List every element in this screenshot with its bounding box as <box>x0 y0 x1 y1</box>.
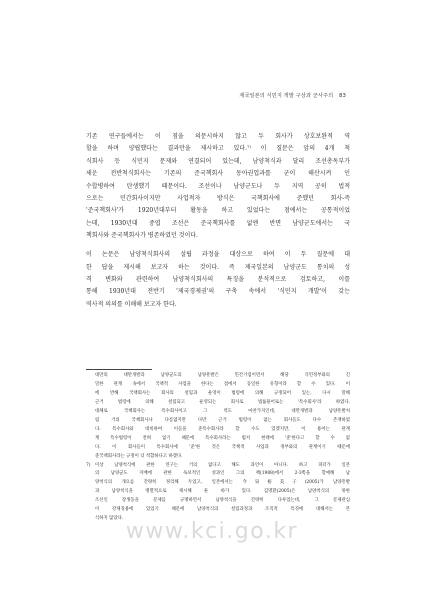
body-text <box>86 131 350 311</box>
footnote <box>86 462 350 525</box>
page-number: 83 <box>338 93 346 99</box>
footnote-line: 럼 거의 국책회사나 다름없지만 다만 근거 법령이 없는 회사들도 다수 존재하였 <box>95 417 350 423</box>
footnote-text: 이상 남양척식에 관한 연구는 거의 없다고 해도 과언이 아니다. 하고 피터가 일본 <box>95 462 350 468</box>
footnote-line: 근거 법령에 의해 설립되고 운영되는 회사로 법률용어로는 '특수회사'라 하였다. <box>95 399 350 405</box>
footnote-line: 대체로 국책회사는 특수회사이고 그 역도 마찬가지인데, 대만개발과 남양흥발처 <box>95 408 350 414</box>
text-line: 할을 하며 양립했다는 결과만을 제시하고 있다.⁷⁾ 이 질문은 앞의 4개 척 <box>86 145 350 153</box>
text-line: 는데, 1930년대 중엽 조선은 준국책회사를 없앤 반면 남양군도에서는 국 <box>86 219 350 227</box>
running-head <box>239 92 346 99</box>
footnote-line: 이 강제징용에 있었기 때문에 남양척식의 설립과정과 조직적 특징에 대해서는 본 <box>95 507 350 513</box>
footnote-line: 밀한 관계 속에서 국책적 사업을 한다는 점에서 동일한 유형이라 할 수 있다. 이 <box>95 381 350 387</box>
footnote-line: 다. 특수회사와 대비하여 이들을 준특수회사라 할 수도 있겠지만, 이 용어는 관계 <box>95 426 350 432</box>
text-line: 세운 전반척식회사는 기존의 준국책회사 동아권업과를 군이 해산시켜 인 <box>86 170 350 178</box>
text-line: 수합병하여 탄생했기 때문이다. 조선이나 남양군도나 두 지역 공히 법적 <box>86 182 350 190</box>
running-head-title: 제국일본의 식민지 개발 구상과 군사주의 <box>239 93 334 99</box>
text-line: '준국책회사'가 1920년대부터 활동을 하고 있었다는 점에서는 공통적이었 <box>86 207 350 215</box>
footnote-line: 에 반해 국책회사는 회사의 설립과 운영이 법령에 의해 규정되어 있는, 다시 말해 <box>95 390 350 396</box>
text-line: 격 변화와 관련하여 남양척식회사의 특징을 분석적으로 검토하고, 이를 <box>86 275 350 283</box>
body-paragraph <box>86 249 350 311</box>
footnote-line: 양척식의 개요를 간략히 정리해 두었고, 일본에서는 今泉裕美子(2005)가 남양흥발 <box>95 480 350 486</box>
footnote-number: 7) <box>86 462 91 468</box>
watermark: www.kci.go.kr <box>125 519 299 544</box>
text-line: 으로는 민간회사이지만 사업적자 방식은 국책회사에 준했던 회사-즉 <box>86 195 350 203</box>
text-line: 책회사와 준국책회사가 병존하였던 것이다. <box>86 232 198 240</box>
footnote-line: 의 남양군도 지배에 관한 독보적인 성과인 그의 책(1988)에서 2-3쪽을 할애해 남 <box>95 471 350 477</box>
text-line: 식회사 등 식민지 문제와 연결되어 있는데, 남양척식과 달리 조선총독부가 <box>86 157 350 165</box>
text-line: 이 논문은 남양척식회사의 설립 과정을 대상으로 하여 이 두 질문에 대 <box>86 251 350 259</box>
footnote-line: 다. 이 회사들이 특수회사에 '준'한 것은 국책적 사업과 정부와의 관계이기 때문에 <box>95 444 350 450</box>
footnote-separator <box>86 369 152 370</box>
footnote-line: 준국책회사라는 규정이 더 적합하다고 하겠다. <box>95 453 183 459</box>
body-paragraph <box>86 131 350 243</box>
footnotes <box>86 372 350 524</box>
footnote-line: 대만의 대만개발과 남양군도의 남양흥발은 민간기업이면서 해당 식민정부와의 긴 <box>95 373 350 378</box>
footnote-line: 조선인 장생동을 문제를 규명하면서 남양척식을 간략히 다루었는데, 그 문제관심 <box>95 498 350 504</box>
footnote-line: 식하지 않았다. <box>95 516 124 522</box>
text-line: 기존 연구들에서는 이 점을 의문시하지 않고 두 회사가 상호보완적 역 <box>86 133 350 140</box>
text-line: 통해 1930년대 전반기 '제국경제권'의 구축 속에서 '식민지 개발'이 갖는 <box>86 288 350 296</box>
footnote <box>86 372 350 462</box>
footnote-line: 계 특수법령이 전혀 없기 때문에 특수회사라는 범저 현태에 '준'한다고 할 수 없 <box>95 435 350 441</box>
footnote-line <box>86 462 350 471</box>
text-line: 한 답을 제시해 보고자 하는 것이다. 즉 제국일본의 남양군도 통치의 성 <box>86 263 350 271</box>
footnote-line: 과 남양척식을 병렬적으로 제시해 둔 바가 있다. 김명환(2005)은 남양척식의 위한 <box>95 489 350 495</box>
text-line: 역사적 의의를 이해해 보고자 한다. <box>86 300 177 308</box>
